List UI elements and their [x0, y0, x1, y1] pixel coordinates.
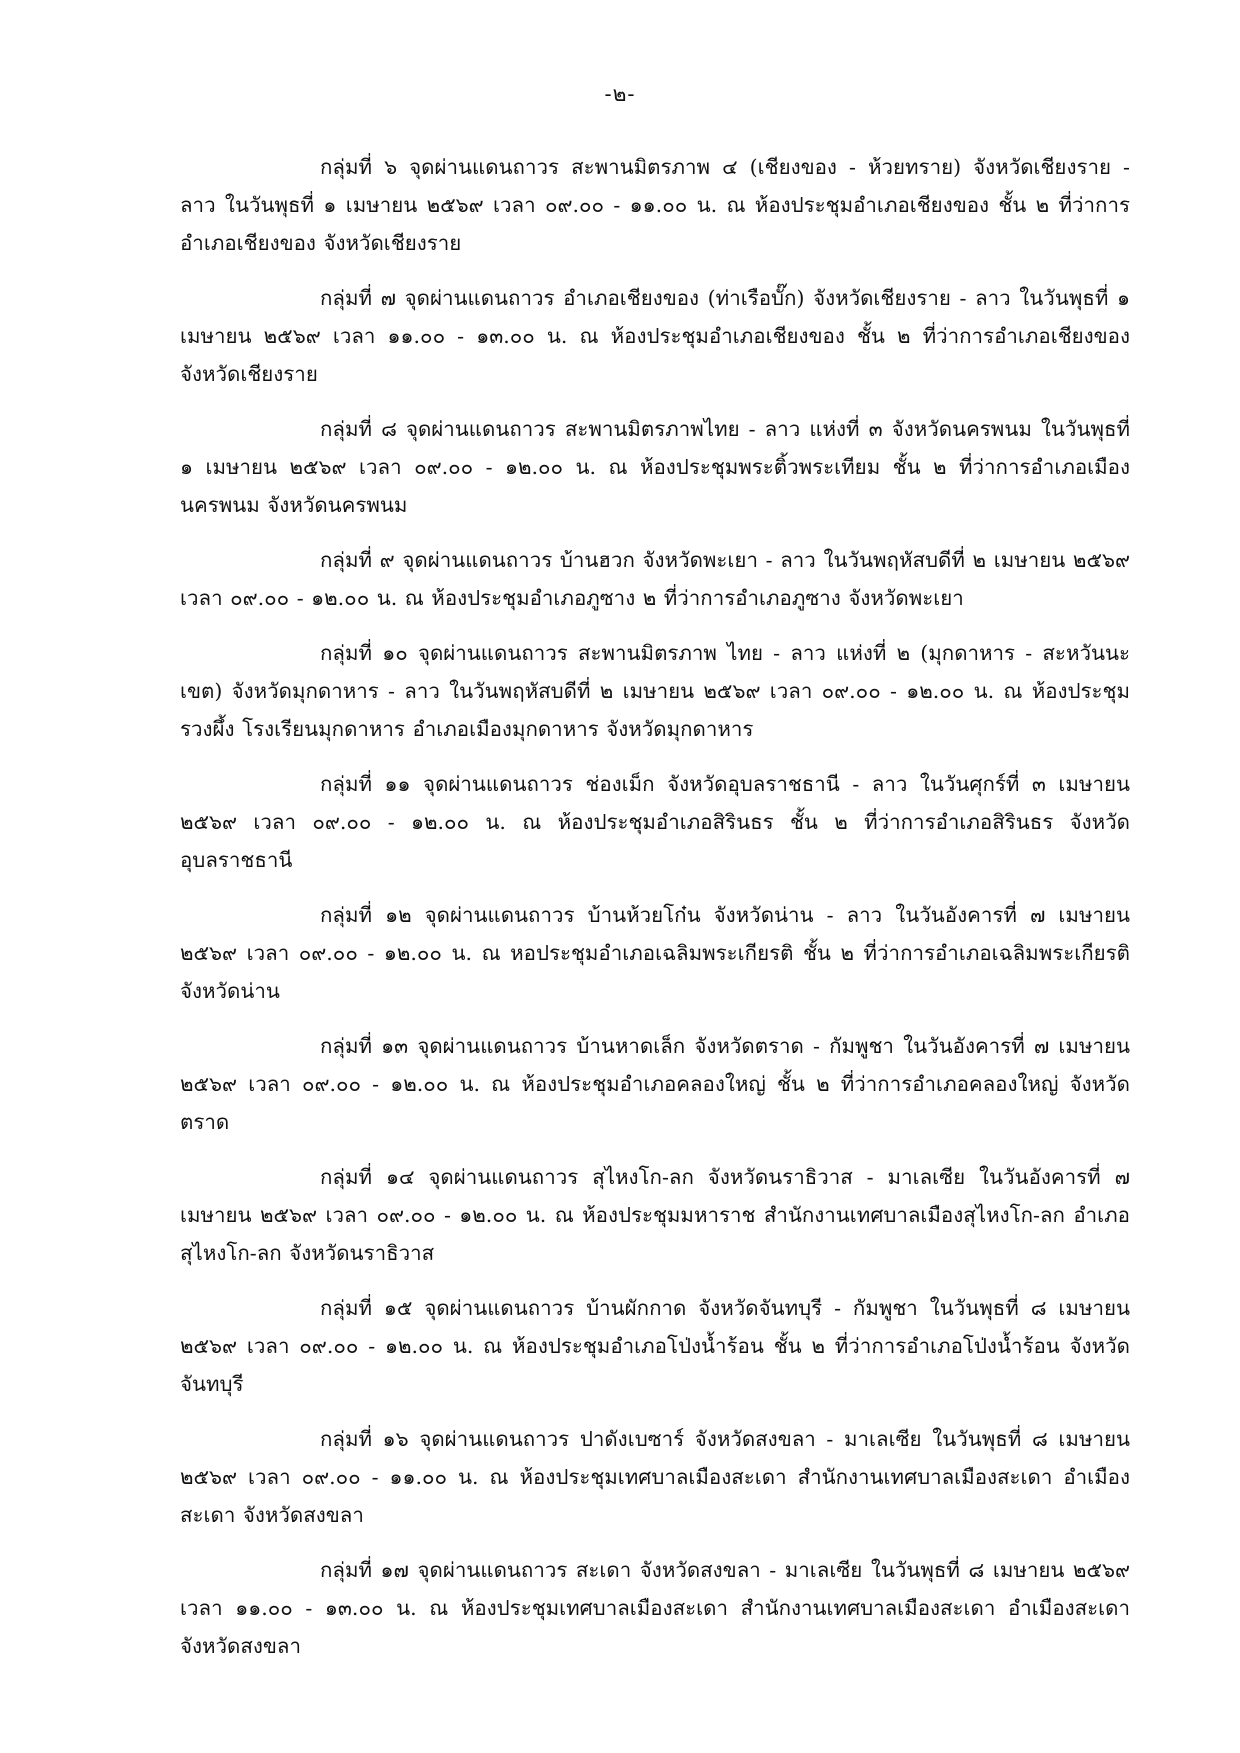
paragraph-group-16: กลุ่มที่ ๑๖ จุดผ่านแดนถาวร ปาดังเบซาร์ จังหวัดสงขลา - มาเลเซีย ในวันพุธที่ ๘ เมษายน ๒๕๖๙ เวลา ๐๙.๐๐ - ๑๑.๐๐ น. ณ ห้องประชุมเทศบาลเมืองสะเดา สำนักงานเทศบาลเมืองสะเดา อำเมืองสะเดา จังหวัดสงขลา [180, 1427, 1130, 1527]
page-number: -๒- [604, 82, 636, 106]
paragraph-group-6: กลุ่มที่ ๖ จุดผ่านแดนถาวร สะพานมิตรภาพ ๔ (เชียงของ - ห้วยทราย) จังหวัดเชียงราย - ลาว ในวันพุธที่ ๑ เมษายน ๒๕๖๙ เวลา ๐๙.๐๐ - ๑๑.๐๐ น. ณ ห้องประชุมอำเภอเชียงของ ชั้น ๒ ที่ว่าการอำเภอเชียงของ จังหวัดเชียงราย [180, 155, 1130, 255]
paragraph-group-13: กลุ่มที่ ๑๓ จุดผ่านแดนถาวร บ้านหาดเล็ก จังหวัดตราด - กัมพูชา ในวันอังคารที่ ๗ เมษายน ๒๕๖๙ เวลา ๐๙.๐๐ - ๑๒.๐๐ น. ณ ห้องประชุมอำเภอคลองใหญ่ ชั้น ๒ ที่ว่าการอำเภอคลองใหญ่ จังหวัดตราด [180, 1034, 1130, 1134]
paragraph-group-15: กลุ่มที่ ๑๕ จุดผ่านแดนถาวร บ้านผักกาด จังหวัดจันทบุรี - กัมพูชา ในวันพุธที่ ๘ เมษายน ๒๕๖๙ เวลา ๐๙.๐๐ - ๑๒.๐๐ น. ณ ห้องประชุมอำเภอโป่งน้ำร้อน ชั้น ๒ ที่ว่าการอำเภอโป่งน้ำร้อน จังหวัดจันทบุรี [180, 1296, 1130, 1396]
paragraph-group-17: กลุ่มที่ ๑๗ จุดผ่านแดนถาวร สะเดา จังหวัดสงขลา - มาเลเซีย ในวันพุธที่ ๘ เมษายน ๒๕๖๙ เวลา ๑๑.๐๐ - ๑๓.๐๐ น. ณ ห้องประชุมเทศบาลเมืองสะเดา สำนักงานเทศบาลเมืองสะเดา อำเมืองสะเดา จังหวัดสงขลา [180, 1558, 1130, 1658]
paragraph-group-10: กลุ่มที่ ๑๐ จุดผ่านแดนถาวร สะพานมิตรภาพ ไทย - ลาว แห่งที่ ๒ (มุกดาหาร - สะหวันนะเขต) จังหวัดมุกดาหาร - ลาว ในวันพฤหัสบดีที่ ๒ เมษายน ๒๕๖๙ เวลา ๐๙.๐๐ - ๑๒.๐๐ น. ณ ห้องประชุมรวงผึ้ง โรงเรียนมุกดาหาร อำเภอเมืองมุกดาหาร จังหวัดมุกดาหาร [180, 641, 1130, 741]
paragraph-group-7: กลุ่มที่ ๗ จุดผ่านแดนถาวร อำเภอเชียงของ (ท่าเรือบั๊ก) จังหวัดเชียงราย - ลาว ในวันพุธที่ ๑ เมษายน ๒๕๖๙ เวลา ๑๑.๐๐ - ๑๓.๐๐ น. ณ ห้องประชุมอำเภอเชียงของ ชั้น ๒ ที่ว่าการอำเภอเชียงของ จังหวัดเชียงราย [180, 286, 1130, 386]
paragraph-group-8: กลุ่มที่ ๘ จุดผ่านแดนถาวร สะพานมิตรภาพไทย - ลาว แห่งที่ ๓ จังหวัดนครพนม ในวันพุธที่ ๑ เมษายน ๒๕๖๙ เวลา ๐๙.๐๐ - ๑๒.๐๐ น. ณ ห้องประชุมพระติ้วพระเทียม ชั้น ๒ ที่ว่าการอำเภอเมืองนครพนม จังหวัดนครพนม [180, 417, 1130, 517]
paragraph-group-11: กลุ่มที่ ๑๑ จุดผ่านแดนถาวร ช่องเม็ก จังหวัดอุบลราชธานี - ลาว ในวันศุกร์ที่ ๓ เมษายน ๒๕๖๙ เวลา ๐๙.๐๐ - ๑๒.๐๐ น. ณ ห้องประชุมอำเภอสิรินธร ชั้น ๒ ที่ว่าการอำเภอสิรินธร จังหวัดอุบลราชธานี [180, 772, 1130, 872]
paragraph-group-14: กลุ่มที่ ๑๔ จุดผ่านแดนถาวร สุไหงโก-ลก จังหวัดนราธิวาส - มาเลเซีย ในวันอังคารที่ ๗ เมษายน ๒๕๖๙ เวลา ๐๙.๐๐ - ๑๒.๐๐ น. ณ ห้องประชุมมหาราช สำนักงานเทศบาลเมืองสุไหงโก-ลก อำเภอสุไหงโก-ลก จังหวัดนราธิวาส [180, 1165, 1130, 1265]
paragraph-group-12: กลุ่มที่ ๑๒ จุดผ่านแดนถาวร บ้านห้วยโก๋น จังหวัดน่าน - ลาว ในวันอังคารที่ ๗ เมษายน ๒๕๖๙ เวลา ๐๙.๐๐ - ๑๒.๐๐ น. ณ หอประชุมอำเภอเฉลิมพระเกียรติ ชั้น ๒ ที่ว่าการอำเภอเฉลิมพระเกียรติ จังหวัดน่าน [180, 903, 1130, 1003]
paragraph-group-9: กลุ่มที่ ๙ จุดผ่านแดนถาวร บ้านฮวก จังหวัดพะเยา - ลาว ในวันพฤหัสบดีที่ ๒ เมษายน ๒๕๖๙ เวลา ๐๙.๐๐ - ๑๒.๐๐ น. ณ ห้องประชุมอำเภอภูซาง ๒ ที่ว่าการอำเภอภูซาง จังหวัดพะเยา [180, 548, 1130, 610]
document-body [180, 148, 1130, 1682]
